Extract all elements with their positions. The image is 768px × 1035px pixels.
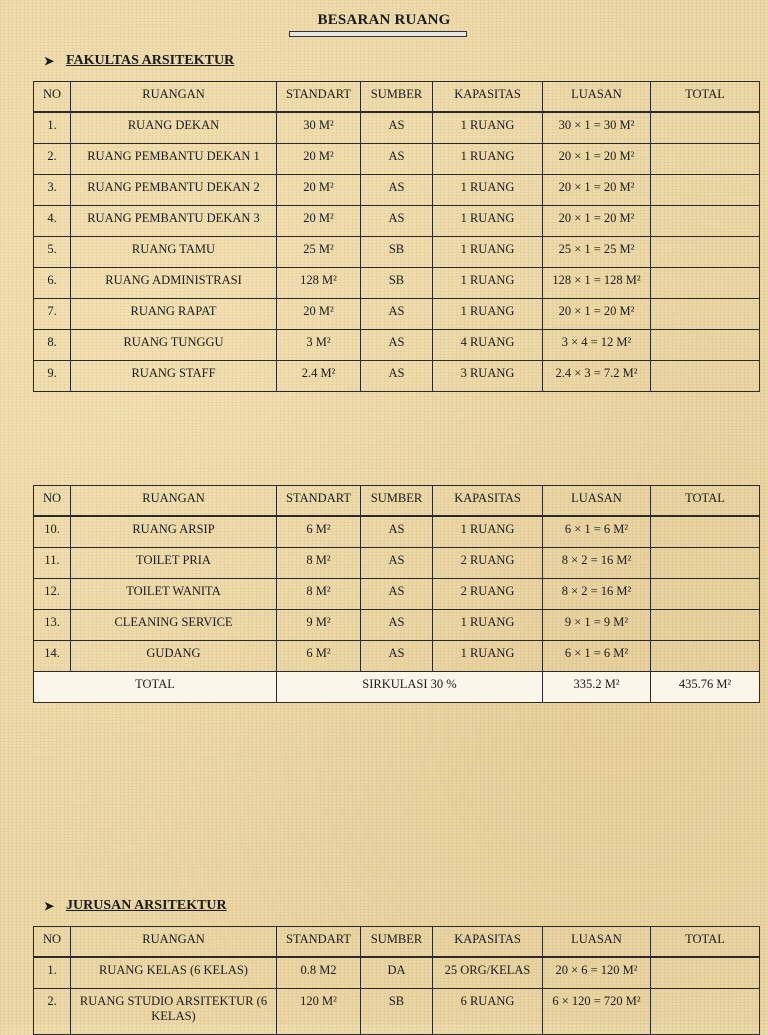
table-row — [34, 175, 760, 206]
cell-standart: 2.4 M² — [277, 361, 361, 392]
table-row — [34, 237, 760, 268]
cell-no: 7. — [34, 299, 71, 330]
header-luasan: LUASAN — [543, 82, 651, 113]
cell-total — [651, 206, 760, 237]
cell-standart: 20 M² — [277, 299, 361, 330]
cell-sumber: AS — [361, 299, 433, 330]
cell-sumber: DA — [361, 957, 433, 989]
cell-kapasitas: 6 RUANG — [433, 989, 543, 1035]
cell-standart: 6 M² — [277, 516, 361, 548]
cell-total — [651, 610, 760, 641]
cell-sumber: AS — [361, 175, 433, 206]
cell-standart: 128 M² — [277, 268, 361, 299]
section-label: FAKULTAS ARSITEKTUR — [66, 53, 235, 68]
cell-ruangan: GUDANG — [71, 641, 277, 672]
header-kapasitas: KAPASITAS — [433, 927, 543, 958]
table-row — [34, 579, 760, 610]
cell-total — [651, 112, 760, 144]
cell-total — [651, 361, 760, 392]
cell-no: 5. — [34, 237, 71, 268]
cell-ruangan: TOILET PRIA — [71, 548, 277, 579]
cell-kapasitas: 2 RUANG — [433, 548, 543, 579]
cell-ruangan: RUANG PEMBANTU DEKAN 1 — [71, 144, 277, 175]
cell-luasan: 3 × 4 = 12 M² — [543, 330, 651, 361]
cell-standart: 9 M² — [277, 610, 361, 641]
header-sumber: SUMBER — [361, 82, 433, 113]
table-row — [34, 641, 760, 672]
table-row — [34, 610, 760, 641]
cell-luasan: 6 × 1 = 6 M² — [543, 641, 651, 672]
cell-ruangan: RUANG DEKAN — [71, 112, 277, 144]
table-row — [34, 268, 760, 299]
cell-sumber: AS — [361, 579, 433, 610]
fakultas-table-part1 — [33, 81, 760, 392]
table-row — [34, 112, 760, 144]
cell-no: 11. — [34, 548, 71, 579]
cell-kapasitas: 2 RUANG — [433, 579, 543, 610]
header-luasan: LUASAN — [543, 486, 651, 517]
header-sumber: SUMBER — [361, 927, 433, 958]
cell-sumber: SB — [361, 989, 433, 1035]
cell-kapasitas: 25 ORG/KELAS — [433, 957, 543, 989]
table-row — [34, 989, 760, 1035]
table-row — [34, 516, 760, 548]
document-title: BESARAN RUANG — [317, 12, 451, 28]
cell-no: 14. — [34, 641, 71, 672]
cell-no: 3. — [34, 175, 71, 206]
cell-sumber: AS — [361, 516, 433, 548]
header-kapasitas: KAPASITAS — [433, 82, 543, 113]
cell-standart: 0.8 M2 — [277, 957, 361, 989]
cell-total — [651, 957, 760, 989]
cell-kapasitas: 1 RUANG — [433, 175, 543, 206]
cell-standart: 8 M² — [277, 548, 361, 579]
cell-total — [651, 237, 760, 268]
cell-ruangan: RUANG KELAS (6 KELAS) — [71, 957, 277, 989]
cell-sumber: AS — [361, 641, 433, 672]
header-kapasitas: KAPASITAS — [433, 486, 543, 517]
cell-total — [651, 299, 760, 330]
cell-no: 6. — [34, 268, 71, 299]
cell-kapasitas: 3 RUANG — [433, 361, 543, 392]
cell-sumber: AS — [361, 112, 433, 144]
header-total: TOTAL — [651, 82, 760, 113]
cell-total — [651, 548, 760, 579]
table-row — [34, 548, 760, 579]
sirkulasi-cell: SIRKULASI 30 % — [277, 672, 543, 703]
cell-total — [651, 579, 760, 610]
cell-sumber: AS — [361, 330, 433, 361]
header-standart: STANDART — [277, 927, 361, 958]
cell-kapasitas: 1 RUANG — [433, 641, 543, 672]
cell-luasan: 25 × 1 = 25 M² — [543, 237, 651, 268]
cell-ruangan: RUANG RAPAT — [71, 299, 277, 330]
fakultas-table-part2 — [33, 485, 760, 703]
cell-luasan: 20 × 1 = 20 M² — [543, 144, 651, 175]
cell-luasan: 6 × 1 = 6 M² — [543, 516, 651, 548]
cell-standart: 3 M² — [277, 330, 361, 361]
cell-sumber: SB — [361, 237, 433, 268]
header-standart: STANDART — [277, 486, 361, 517]
cell-no: 4. — [34, 206, 71, 237]
cell-luasan: 20 × 1 = 20 M² — [543, 175, 651, 206]
cell-total — [651, 989, 760, 1035]
header-sumber: SUMBER — [361, 486, 433, 517]
cell-kapasitas: 1 RUANG — [433, 144, 543, 175]
table-row — [34, 330, 760, 361]
luasan-total-cell: 335.2 M² — [543, 672, 651, 703]
title-underline-bar — [289, 31, 467, 37]
cell-no: 10. — [34, 516, 71, 548]
cell-standart: 30 M² — [277, 112, 361, 144]
grand-total-cell: 435.76 M² — [651, 672, 760, 703]
cell-sumber: AS — [361, 361, 433, 392]
cell-ruangan: RUANG PEMBANTU DEKAN 2 — [71, 175, 277, 206]
section-heading-jurusan — [44, 898, 227, 914]
cell-luasan: 8 × 2 = 16 M² — [543, 548, 651, 579]
cell-ruangan: RUANG TAMU — [71, 237, 277, 268]
header-no: NO — [34, 82, 71, 113]
cell-luasan: 20 × 1 = 20 M² — [543, 299, 651, 330]
header-luasan: LUASAN — [543, 927, 651, 958]
cell-sumber: AS — [361, 610, 433, 641]
header-no: NO — [34, 927, 71, 958]
cell-no: 1. — [34, 957, 71, 989]
cell-ruangan: CLEANING SERVICE — [71, 610, 277, 641]
header-no: NO — [34, 486, 71, 517]
cell-standart: 20 M² — [277, 206, 361, 237]
table-row — [34, 206, 760, 237]
total-row — [34, 672, 760, 703]
cell-kapasitas: 1 RUANG — [433, 516, 543, 548]
cell-no: 1. — [34, 112, 71, 144]
cell-kapasitas: 4 RUANG — [433, 330, 543, 361]
cell-luasan: 20 × 1 = 20 M² — [543, 206, 651, 237]
cell-total — [651, 641, 760, 672]
cell-kapasitas: 1 RUANG — [433, 610, 543, 641]
cell-ruangan: RUANG STAFF — [71, 361, 277, 392]
cell-sumber: AS — [361, 548, 433, 579]
cell-sumber: AS — [361, 144, 433, 175]
cell-kapasitas: 1 RUANG — [433, 268, 543, 299]
cell-kapasitas: 1 RUANG — [433, 112, 543, 144]
header-ruangan: RUANGAN — [71, 486, 277, 517]
cell-luasan: 30 × 1 = 30 M² — [543, 112, 651, 144]
total-label-cell: TOTAL — [34, 672, 277, 703]
cell-no: 2. — [34, 144, 71, 175]
cell-kapasitas: 1 RUANG — [433, 299, 543, 330]
cell-standart: 20 M² — [277, 144, 361, 175]
cell-luasan: 9 × 1 = 9 M² — [543, 610, 651, 641]
cell-ruangan: RUANG STUDIO ARSITEKTUR (6 KELAS) — [71, 989, 277, 1035]
table-row — [34, 144, 760, 175]
cell-sumber: SB — [361, 268, 433, 299]
header-ruangan: RUANGAN — [71, 82, 277, 113]
cell-luasan: 2.4 × 3 = 7.2 M² — [543, 361, 651, 392]
cell-no: 12. — [34, 579, 71, 610]
cell-ruangan: RUANG PEMBANTU DEKAN 3 — [71, 206, 277, 237]
cell-total — [651, 516, 760, 548]
cell-total — [651, 268, 760, 299]
header-standart: STANDART — [277, 82, 361, 113]
cell-ruangan: RUANG TUNGGU — [71, 330, 277, 361]
cell-standart: 20 M² — [277, 175, 361, 206]
cell-luasan: 6 × 120 = 720 M² — [543, 989, 651, 1035]
jurusan-table — [33, 926, 760, 1035]
section-label: JURUSAN ARSITEKTUR — [66, 898, 227, 913]
cell-ruangan: TOILET WANITA — [71, 579, 277, 610]
cell-no: 2. — [34, 989, 71, 1035]
arrow-bullet-icon: ➤ — [44, 53, 55, 68]
cell-kapasitas: 1 RUANG — [433, 206, 543, 237]
cell-total — [651, 330, 760, 361]
section-heading-fakultas — [44, 53, 234, 69]
table-header-row — [34, 82, 760, 113]
cell-no: 8. — [34, 330, 71, 361]
cell-standart: 6 M² — [277, 641, 361, 672]
header-ruangan: RUANGAN — [71, 927, 277, 958]
cell-total — [651, 175, 760, 206]
cell-luasan: 8 × 2 = 16 M² — [543, 579, 651, 610]
header-total: TOTAL — [651, 927, 760, 958]
table-row — [34, 361, 760, 392]
arrow-bullet-icon: ➤ — [44, 898, 55, 913]
cell-luasan: 20 × 6 = 120 M² — [543, 957, 651, 989]
cell-kapasitas: 1 RUANG — [433, 237, 543, 268]
table-row — [34, 299, 760, 330]
table-header-row — [34, 486, 760, 517]
cell-ruangan: RUANG ADMINISTRASI — [71, 268, 277, 299]
header-total: TOTAL — [651, 486, 760, 517]
table-row — [34, 957, 760, 989]
cell-luasan: 128 × 1 = 128 M² — [543, 268, 651, 299]
cell-sumber: AS — [361, 206, 433, 237]
table-header-row — [34, 927, 760, 958]
cell-total — [651, 144, 760, 175]
cell-no: 13. — [34, 610, 71, 641]
cell-standart: 8 M² — [277, 579, 361, 610]
cell-standart: 25 M² — [277, 237, 361, 268]
cell-standart: 120 M² — [277, 989, 361, 1035]
cell-no: 9. — [34, 361, 71, 392]
cell-ruangan: RUANG ARSIP — [71, 516, 277, 548]
